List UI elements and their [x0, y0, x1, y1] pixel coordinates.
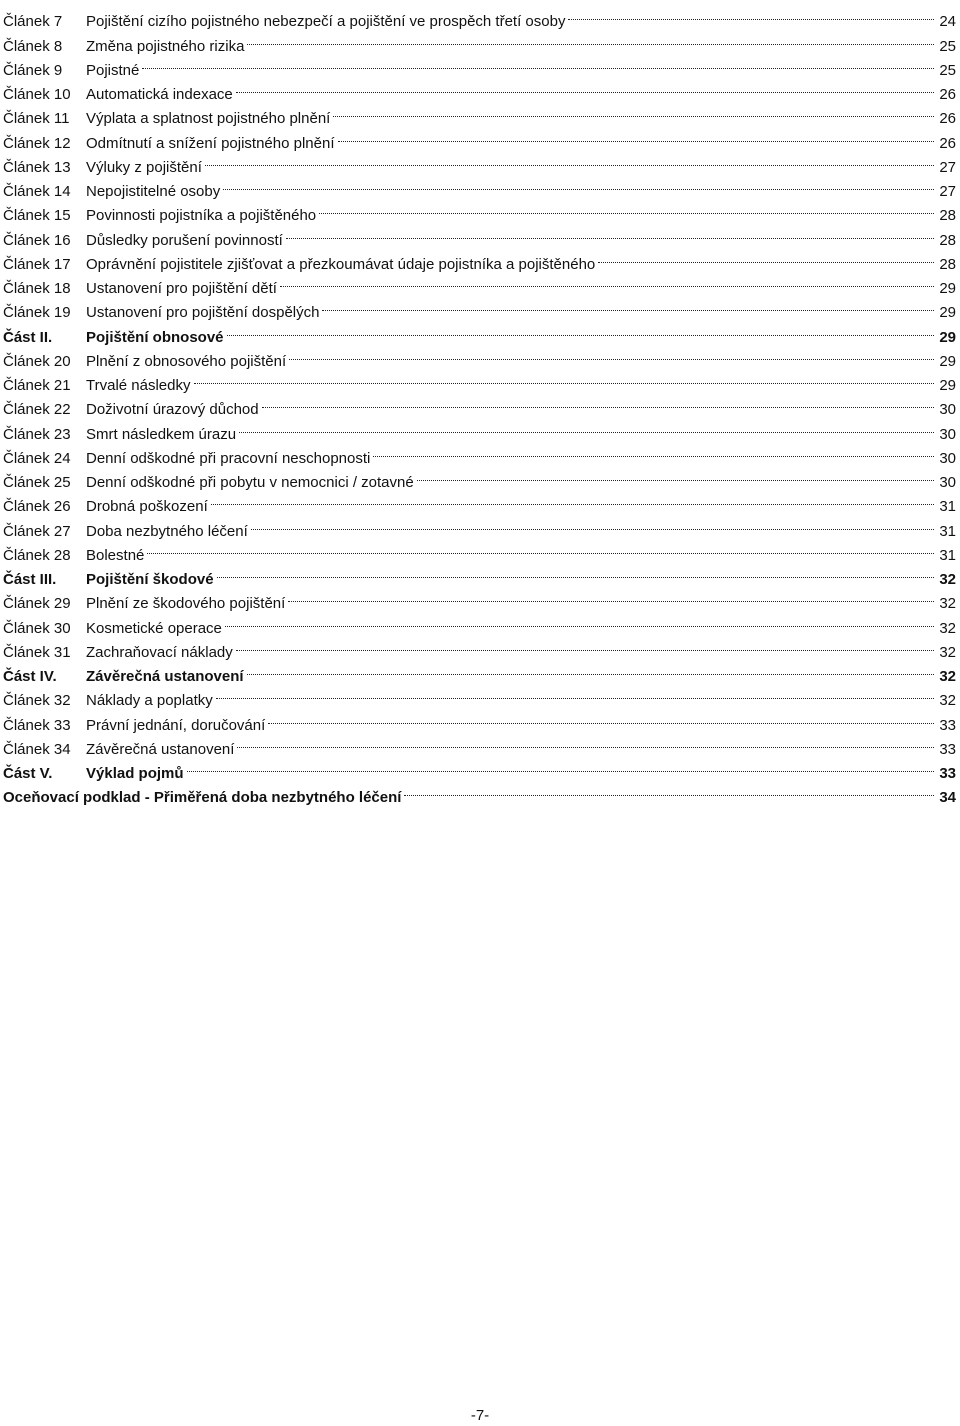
- toc-entry[interactable]: [3, 2, 956, 31]
- toc-entry-page: 31: [939, 498, 956, 516]
- toc-entry-title: Automatická indexace: [86, 86, 233, 103]
- toc-dot-leader: [598, 245, 934, 269]
- toc-dot-leader: [147, 536, 934, 560]
- toc-entry-number: Část IV.: [3, 668, 57, 685]
- toc-entry-page: 24: [939, 13, 956, 31]
- toc-entry-title: Nepojistitelné osoby: [86, 183, 221, 200]
- toc-entry-page: 28: [939, 231, 956, 249]
- toc-dot-leader: [268, 705, 934, 729]
- toc-entry-title: Doba nezbytného léčení: [86, 522, 248, 540]
- toc-entry-number: Článek 12: [3, 134, 71, 152]
- toc-entry-title: Trvalé následky: [86, 377, 191, 394]
- toc-entry-title: Kosmetické operace: [86, 619, 222, 637]
- table-of-contents: [3, 2, 956, 807]
- toc-dot-leader: [239, 414, 934, 438]
- toc-entry-page: 25: [939, 61, 956, 79]
- toc-entry-number: Článek 34: [3, 740, 71, 758]
- toc-entry-number: Článek 31: [3, 643, 71, 661]
- toc-entry-number: Článek 11: [3, 110, 70, 128]
- toc-dot-leader: [211, 487, 934, 511]
- toc-entry-title: Drobná poškození: [86, 498, 208, 516]
- toc-entry-number: Část III.: [3, 571, 57, 588]
- toc-dot-leader: [280, 269, 934, 293]
- toc-entry-title: Pojistné: [86, 61, 140, 79]
- toc-dot-leader: [205, 148, 934, 172]
- toc-entry-page: 32: [939, 692, 956, 710]
- toc-entry-title: Výluky z pojištění: [86, 158, 202, 176]
- toc-entry-page: 28: [939, 255, 956, 273]
- toc-entry-title: Oceňovací podklad - Přiměřená doba nezbytného léčení: [3, 789, 402, 807]
- toc-entry-number: Článek 25: [3, 474, 71, 491]
- toc-entry-page: 29: [939, 328, 956, 346]
- toc-entry-title: Bolestné: [86, 546, 145, 564]
- toc-entry-page: 33: [939, 765, 956, 782]
- toc-dot-leader: [216, 681, 934, 705]
- toc-dot-leader: [262, 390, 934, 414]
- toc-entry-page: 29: [939, 377, 956, 394]
- toc-entry[interactable]: [3, 75, 956, 103]
- toc-entry-number: Článek 7: [3, 13, 63, 31]
- toc-entry-title: Výklad pojmů: [86, 765, 184, 782]
- toc-dot-leader: [373, 439, 934, 463]
- toc-dot-leader: [187, 754, 934, 778]
- toc-entry-page: 28: [939, 207, 956, 225]
- toc-entry-title: Smrt následkem úrazu: [86, 425, 237, 443]
- toc-dot-leader: [404, 778, 934, 802]
- toc-entry-page: 30: [939, 401, 956, 419]
- toc-entry-number: Článek 21: [3, 377, 71, 394]
- toc-entry-page: 25: [939, 37, 956, 55]
- toc-entry-title: Právní jednání, doručování: [86, 716, 266, 734]
- toc-entry-number: Článek 32: [3, 692, 71, 710]
- toc-entry-title: Denní odškodné při pracovní neschopnosti: [86, 449, 371, 467]
- toc-entry-title: Povinnosti pojistníka a pojištěného: [86, 207, 317, 225]
- toc-entry-number: Článek 13: [3, 158, 71, 176]
- toc-dot-leader: [223, 172, 934, 196]
- toc-entry-title: Ustanovení pro pojištění dětí: [86, 280, 277, 297]
- toc-entry-number: Část II.: [3, 328, 53, 346]
- toc-entry-number: Článek 33: [3, 716, 71, 734]
- toc-entry-number: Článek 14: [3, 183, 71, 200]
- toc-entry-title: Plnění ze škodového pojištění: [86, 595, 286, 613]
- toc-entry-page: 26: [939, 110, 956, 128]
- toc-dot-leader: [568, 2, 934, 26]
- toc-dot-leader: [237, 730, 934, 754]
- toc-entry-title: Výplata a splatnost pojistného plnění: [86, 110, 331, 128]
- toc-entry-number: Článek 27: [3, 522, 71, 540]
- toc-dot-leader: [225, 608, 934, 632]
- toc-entry-number: Článek 16: [3, 231, 71, 249]
- toc-dot-leader: [227, 317, 934, 341]
- toc-entry-page: 32: [939, 571, 956, 588]
- toc-entry-page: 31: [939, 522, 956, 540]
- toc-entry-number: Článek 18: [3, 280, 71, 297]
- toc-dot-leader: [236, 75, 934, 99]
- toc-entry-page: 32: [939, 668, 956, 685]
- page-number: -7-: [470, 1407, 490, 1424]
- toc-entry-number: Článek 24: [3, 449, 71, 467]
- toc-dot-leader: [322, 293, 934, 317]
- toc-entry[interactable]: [3, 51, 956, 79]
- toc-entry-page: 32: [939, 595, 956, 613]
- toc-entry-number: Článek 22: [3, 401, 71, 419]
- toc-entry-title: Závěrečná ustanovení: [86, 740, 235, 758]
- toc-entry-number: Článek 30: [3, 619, 71, 637]
- toc-dot-leader: [217, 560, 934, 584]
- toc-entry-title: Odmítnutí a snížení pojistného plnění: [86, 134, 335, 152]
- toc-dot-leader: [338, 123, 935, 147]
- toc-dot-leader: [286, 220, 934, 244]
- toc-entry-page: 32: [939, 643, 956, 661]
- toc-entry-page: 27: [939, 158, 956, 176]
- toc-entry-number: Článek 20: [3, 352, 71, 370]
- toc-entry-number: Část V.: [3, 765, 53, 782]
- toc-entry-number: Článek 26: [3, 498, 71, 516]
- toc-dot-leader: [417, 463, 934, 487]
- toc-entry-page: 27: [939, 183, 956, 200]
- toc-entry-title: Pojištění cizího pojistného nebezpečí a pojištění ve prospěch třetí osoby: [86, 13, 566, 31]
- toc-entry-title: Změna pojistného rizika: [86, 37, 245, 55]
- toc-entry-title: Oprávnění pojistitele zjišťovat a přezkoumávat údaje pojistníka a pojištěného: [86, 255, 596, 273]
- toc-entry-page: 34: [939, 789, 956, 807]
- toc-entry-page: 33: [939, 740, 956, 758]
- toc-dot-leader: [251, 511, 934, 535]
- toc-entry-number: Článek 9: [3, 61, 63, 79]
- toc-entry-page: 29: [939, 280, 956, 297]
- toc-dot-leader: [333, 99, 934, 123]
- toc-entry-number: Článek 17: [3, 255, 71, 273]
- toc-dot-leader: [236, 633, 934, 657]
- toc-entry-page: 29: [939, 304, 956, 322]
- toc-dot-leader: [247, 657, 934, 681]
- toc-dot-leader: [247, 26, 934, 50]
- toc-entry-title: Pojištění obnosové: [86, 328, 224, 346]
- toc-dot-leader: [288, 584, 934, 608]
- toc-entry-title: Zachraňovací náklady: [86, 643, 233, 661]
- toc-entry-title: Pojištění škodové: [86, 571, 214, 588]
- toc-entry-title: Plnění z obnosového pojištění: [86, 352, 287, 370]
- toc-entry-title: Doživotní úrazový důchod: [86, 401, 259, 419]
- toc-dot-leader: [194, 366, 935, 390]
- toc-entry-title: Závěrečná ustanovení: [86, 668, 244, 685]
- toc-entry-number: Článek 15: [3, 207, 71, 225]
- toc-entry-number: Článek 10: [3, 86, 71, 103]
- toc-entry-page: 30: [939, 425, 956, 443]
- toc-entry-page: 33: [939, 716, 956, 734]
- toc-entry-number: Článek 8: [3, 37, 63, 55]
- toc-entry-title: Důsledky porušení povinností: [86, 231, 283, 249]
- toc-dot-leader: [142, 51, 934, 75]
- toc-entry-page: 32: [939, 619, 956, 637]
- toc-entry-page: 29: [939, 352, 956, 370]
- toc-entry-number: Článek 28: [3, 546, 71, 564]
- toc-entry-number: Článek 23: [3, 425, 71, 443]
- toc-entry-page: 30: [939, 449, 956, 467]
- toc-entry-page: 30: [939, 474, 956, 491]
- toc-entry-title: Náklady a poplatky: [86, 692, 213, 710]
- toc-entry-title: Denní odškodné při pobytu v nemocnici / zotavné: [86, 474, 414, 491]
- toc-dot-leader: [319, 196, 934, 220]
- toc-entry-number: Článek 29: [3, 595, 71, 613]
- toc-entry-page: 26: [939, 86, 956, 103]
- toc-entry-page: 31: [939, 546, 956, 564]
- toc-dot-leader: [289, 342, 934, 366]
- toc-entry-title: Ustanovení pro pojištění dospělých: [86, 304, 320, 322]
- toc-entry-page: 26: [939, 134, 956, 152]
- toc-entry-number: Článek 19: [3, 304, 71, 322]
